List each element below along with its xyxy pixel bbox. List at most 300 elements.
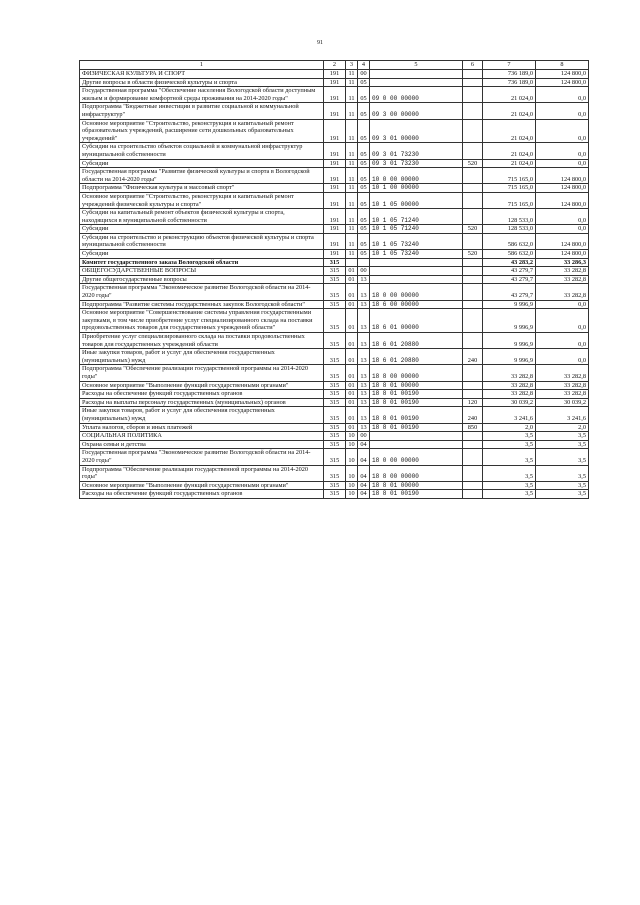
- row-subsection-code: 05: [358, 78, 370, 87]
- row-name: Субсидии: [80, 250, 324, 259]
- row-expense-type: [463, 309, 483, 333]
- row-amount-2017: 43 279,7: [483, 267, 536, 276]
- row-name: Иные закупки товаров, работ и услуг для обеспечения государственных (муниципальных) нужд: [80, 407, 324, 423]
- row-ministry-code: 315: [324, 381, 346, 390]
- row-section-code: [346, 258, 358, 267]
- row-amount-2018: 124 800,0: [536, 78, 589, 87]
- row-subsection-code: 05: [358, 209, 370, 225]
- row-subsection-code: 13: [358, 407, 370, 423]
- row-expense-type: [463, 119, 483, 143]
- row-amount-2018: 0,0: [536, 209, 589, 225]
- table-row: [80, 465, 589, 481]
- table-row: [80, 275, 589, 284]
- row-subsection-code: 05: [358, 233, 370, 249]
- row-expense-type: [463, 390, 483, 399]
- row-amount-2018: 124 800,0: [536, 184, 589, 193]
- row-amount-2018: 124 800,0: [536, 192, 589, 208]
- row-target-article: 10 1 05 73240: [370, 233, 463, 249]
- row-name: Государственная программа "Экономическое развитие Вологодской области на 2014-2020 годы": [80, 449, 324, 465]
- row-amount-2018: 0,0: [536, 349, 589, 365]
- row-amount-2017: 736 189,0: [483, 70, 536, 79]
- row-ministry-code: 315: [324, 440, 346, 449]
- row-ministry-code: 315: [324, 275, 346, 284]
- row-amount-2018: 124 800,0: [536, 168, 589, 184]
- row-amount-2017: 21 024,0: [483, 103, 536, 119]
- row-expense-type: [463, 300, 483, 309]
- row-expense-type: [463, 184, 483, 193]
- row-target-article: 18 8 01 00190: [370, 490, 463, 499]
- row-subsection-code: 05: [358, 87, 370, 103]
- row-amount-2018: 3,5: [536, 481, 589, 490]
- row-subsection-code: 05: [358, 184, 370, 193]
- row-ministry-code: 315: [324, 365, 346, 381]
- row-target-article: 09 3 01 00000: [370, 119, 463, 143]
- table-row: [80, 233, 589, 249]
- row-target-article: 10 1 05 71240: [370, 225, 463, 234]
- row-expense-type: 240: [463, 349, 483, 365]
- row-target-article: [370, 267, 463, 276]
- budget-table-body: [80, 61, 589, 499]
- row-expense-type: [463, 284, 483, 300]
- row-target-article: 09 3 00 00000: [370, 103, 463, 119]
- row-section-code: 10: [346, 465, 358, 481]
- column-header: 4: [358, 61, 370, 70]
- row-target-article: 10 1 00 00000: [370, 184, 463, 193]
- row-amount-2017: 715 165,0: [483, 168, 536, 184]
- row-target-article: 18 8 01 00000: [370, 481, 463, 490]
- row-amount-2018: 33 282,8: [536, 284, 589, 300]
- row-name: Государственная программа "Развитие физической культуры и спорта в Вологодской области на 2014-2020 годы": [80, 168, 324, 184]
- row-section-code: 01: [346, 300, 358, 309]
- row-target-article: 18 8 00 00000: [370, 365, 463, 381]
- row-name: Основное мероприятие "Выполнение функций государственными органами": [80, 381, 324, 390]
- row-target-article: 18 6 01 20880: [370, 349, 463, 365]
- row-ministry-code: 315: [324, 258, 346, 267]
- row-amount-2017: 33 282,8: [483, 365, 536, 381]
- row-subsection-code: 13: [358, 423, 370, 432]
- row-amount-2018: 3 241,6: [536, 407, 589, 423]
- row-amount-2017: 3,5: [483, 481, 536, 490]
- row-expense-type: [463, 490, 483, 499]
- row-subsection-code: 13: [358, 349, 370, 365]
- row-section-code: 11: [346, 168, 358, 184]
- row-amount-2017: 586 632,0: [483, 250, 536, 259]
- row-amount-2017: 9 996,9: [483, 300, 536, 309]
- row-target-article: 18 8 01 00190: [370, 398, 463, 407]
- table-row: [80, 432, 589, 441]
- row-expense-type: 120: [463, 398, 483, 407]
- row-amount-2018: 33 282,8: [536, 390, 589, 399]
- row-ministry-code: 315: [324, 423, 346, 432]
- row-section-code: 11: [346, 143, 358, 159]
- row-expense-type: [463, 333, 483, 349]
- row-target-article: 10 1 05 71240: [370, 209, 463, 225]
- budget-table: [79, 60, 589, 499]
- row-ministry-code: 191: [324, 87, 346, 103]
- row-amount-2017: 128 533,0: [483, 209, 536, 225]
- row-amount-2017: 21 024,0: [483, 119, 536, 143]
- row-section-code: 01: [346, 423, 358, 432]
- row-subsection-code: 00: [358, 267, 370, 276]
- table-row: [80, 390, 589, 399]
- row-amount-2018: 0,0: [536, 333, 589, 349]
- row-ministry-code: 191: [324, 250, 346, 259]
- row-ministry-code: 315: [324, 333, 346, 349]
- row-ministry-code: 315: [324, 490, 346, 499]
- row-ministry-code: 191: [324, 159, 346, 168]
- row-ministry-code: 191: [324, 233, 346, 249]
- table-row: [80, 267, 589, 276]
- row-name: Субсидии: [80, 159, 324, 168]
- table-row: [80, 481, 589, 490]
- table-row: [80, 103, 589, 119]
- row-expense-type: [463, 365, 483, 381]
- row-expense-type: [463, 209, 483, 225]
- row-name: Государственная программа "Обеспечение населения Вологодской области доступным жильем и формирование комфортной среды проживания на 2014-2020 годы": [80, 87, 324, 103]
- row-ministry-code: 315: [324, 481, 346, 490]
- row-amount-2017: 30 039,2: [483, 398, 536, 407]
- row-section-code: 10: [346, 490, 358, 499]
- row-amount-2018: 33 282,8: [536, 365, 589, 381]
- row-ministry-code: 191: [324, 103, 346, 119]
- row-ministry-code: 191: [324, 168, 346, 184]
- row-amount-2017: 33 282,8: [483, 381, 536, 390]
- row-target-article: 18 0 00 00000: [370, 284, 463, 300]
- row-name: Расходы на обеспечение функций государственных органов: [80, 390, 324, 399]
- row-expense-type: [463, 233, 483, 249]
- table-row: [80, 78, 589, 87]
- column-header: 7: [483, 61, 536, 70]
- row-target-article: 18 8 01 00190: [370, 407, 463, 423]
- row-subsection-code: 13: [358, 275, 370, 284]
- row-name: ФИЗИЧЕСКАЯ КУЛЬТУРА И СПОРТ: [80, 70, 324, 79]
- table-row: [80, 70, 589, 79]
- row-expense-type: [463, 143, 483, 159]
- row-name: Подпрограмма "Бюджетные инвестиции в развитие социальной и коммунальной инфраструктур": [80, 103, 324, 119]
- row-expense-type: [463, 78, 483, 87]
- row-amount-2018: 0,0: [536, 119, 589, 143]
- row-ministry-code: 191: [324, 70, 346, 79]
- row-expense-type: [463, 87, 483, 103]
- row-target-article: 18 8 01 00190: [370, 423, 463, 432]
- row-amount-2017: 43 279,7: [483, 284, 536, 300]
- row-amount-2018: 2,0: [536, 423, 589, 432]
- column-header: 2: [324, 61, 346, 70]
- row-amount-2018: 124 800,0: [536, 233, 589, 249]
- row-amount-2017: 21 024,0: [483, 159, 536, 168]
- table-row: [80, 87, 589, 103]
- row-amount-2018: 30 039,2: [536, 398, 589, 407]
- row-section-code: 10: [346, 449, 358, 465]
- row-section-code: 01: [346, 365, 358, 381]
- row-amount-2017: 128 533,0: [483, 225, 536, 234]
- row-target-article: 18 6 01 00000: [370, 309, 463, 333]
- row-amount-2018: 0,0: [536, 225, 589, 234]
- row-amount-2018: 0,0: [536, 87, 589, 103]
- row-expense-type: [463, 465, 483, 481]
- table-row: [80, 333, 589, 349]
- row-name: Государственная программа "Экономическое развитие Вологодской области на 2014-2020 годы": [80, 284, 324, 300]
- row-amount-2018: 33 286,3: [536, 258, 589, 267]
- table-row: [80, 398, 589, 407]
- row-subsection-code: 13: [358, 398, 370, 407]
- row-ministry-code: 315: [324, 449, 346, 465]
- row-amount-2018: 3,5: [536, 449, 589, 465]
- row-ministry-code: 191: [324, 184, 346, 193]
- row-section-code: 11: [346, 192, 358, 208]
- column-header: 8: [536, 61, 589, 70]
- row-expense-type: 850: [463, 423, 483, 432]
- row-section-code: 11: [346, 209, 358, 225]
- row-ministry-code: 315: [324, 267, 346, 276]
- row-subsection-code: 00: [358, 432, 370, 441]
- row-expense-type: [463, 168, 483, 184]
- row-section-code: 01: [346, 407, 358, 423]
- row-subsection-code: 13: [358, 390, 370, 399]
- row-ministry-code: 191: [324, 143, 346, 159]
- row-subsection-code: 04: [358, 440, 370, 449]
- row-section-code: 11: [346, 225, 358, 234]
- row-target-article: 18 8 00 00000: [370, 465, 463, 481]
- row-target-article: 18 0 00 00000: [370, 449, 463, 465]
- table-row: [80, 407, 589, 423]
- table-row: [80, 168, 589, 184]
- row-amount-2018: 0,0: [536, 300, 589, 309]
- table-row: [80, 225, 589, 234]
- row-name: Охрана семьи и детства: [80, 440, 324, 449]
- row-amount-2018: 0,0: [536, 309, 589, 333]
- row-subsection-code: 05: [358, 168, 370, 184]
- row-target-article: [370, 258, 463, 267]
- row-ministry-code: 191: [324, 225, 346, 234]
- row-subsection-code: 13: [358, 381, 370, 390]
- row-expense-type: [463, 70, 483, 79]
- row-name: Подпрограмма "Обеспечение реализации государственной программы на 2014-2020 годы": [80, 365, 324, 381]
- table-row: [80, 119, 589, 143]
- row-section-code: 01: [346, 398, 358, 407]
- row-amount-2017: 3 241,6: [483, 407, 536, 423]
- row-amount-2018: 0,0: [536, 103, 589, 119]
- row-section-code: 01: [346, 267, 358, 276]
- column-header: 1: [80, 61, 324, 70]
- table-row: [80, 250, 589, 259]
- row-ministry-code: 315: [324, 284, 346, 300]
- row-name: ОБЩЕГОСУДАРСТВЕННЫЕ ВОПРОСЫ: [80, 267, 324, 276]
- row-section-code: 11: [346, 233, 358, 249]
- row-name: Подпрограмма "Обеспечение реализации государственной программы на 2014-2020 годы": [80, 465, 324, 481]
- row-amount-2017: 2,0: [483, 423, 536, 432]
- table-row: [80, 192, 589, 208]
- row-amount-2018: 3,5: [536, 440, 589, 449]
- row-ministry-code: 191: [324, 209, 346, 225]
- table-row: [80, 365, 589, 381]
- row-target-article: [370, 70, 463, 79]
- row-amount-2018: 3,5: [536, 465, 589, 481]
- row-expense-type: 520: [463, 225, 483, 234]
- row-expense-type: [463, 432, 483, 441]
- row-section-code: 01: [346, 390, 358, 399]
- row-subsection-code: 13: [358, 284, 370, 300]
- row-name: Субсидии на капитальный ремонт объектов физической культуры и спорта, находящихся в муниципальной собственности: [80, 209, 324, 225]
- row-subsection-code: 05: [358, 103, 370, 119]
- row-name: Субсидии: [80, 225, 324, 234]
- row-name: Основное мероприятие "Выполнение функций государственными органами": [80, 481, 324, 490]
- row-amount-2017: 21 024,0: [483, 87, 536, 103]
- row-target-article: [370, 432, 463, 441]
- row-section-code: 11: [346, 103, 358, 119]
- row-name: Расходы на выплаты персоналу государственных (муниципальных) органов: [80, 398, 324, 407]
- row-subsection-code: 00: [358, 70, 370, 79]
- row-target-article: 09 0 00 00000: [370, 87, 463, 103]
- row-section-code: 11: [346, 119, 358, 143]
- row-ministry-code: 315: [324, 407, 346, 423]
- row-expense-type: 240: [463, 407, 483, 423]
- row-amount-2018: 0,0: [536, 143, 589, 159]
- row-name: СОЦИАЛЬНАЯ ПОЛИТИКА: [80, 432, 324, 441]
- row-amount-2017: 9 996,9: [483, 333, 536, 349]
- row-amount-2018: 3,5: [536, 432, 589, 441]
- row-subsection-code: 04: [358, 481, 370, 490]
- table-row: [80, 143, 589, 159]
- row-name: Уплата налогов, сборов и иных платежей: [80, 423, 324, 432]
- column-header: 5: [370, 61, 463, 70]
- row-section-code: 01: [346, 275, 358, 284]
- row-subsection-code: 05: [358, 250, 370, 259]
- row-section-code: 01: [346, 309, 358, 333]
- row-name: Субсидии на строительство объектов социальной и коммунальной инфраструктур муниципальной собственности: [80, 143, 324, 159]
- row-amount-2017: 3,5: [483, 440, 536, 449]
- row-subsection-code: [358, 258, 370, 267]
- row-amount-2017: 736 189,0: [483, 78, 536, 87]
- row-amount-2018: 33 282,8: [536, 381, 589, 390]
- row-amount-2017: 586 632,0: [483, 233, 536, 249]
- row-section-code: 01: [346, 381, 358, 390]
- row-ministry-code: 315: [324, 398, 346, 407]
- row-name: Подпрограмма "Физическая культура и массовый спорт": [80, 184, 324, 193]
- row-expense-type: [463, 481, 483, 490]
- row-section-code: 01: [346, 333, 358, 349]
- row-section-code: 11: [346, 70, 358, 79]
- row-subsection-code: 05: [358, 159, 370, 168]
- row-amount-2018: 33 282,8: [536, 267, 589, 276]
- row-amount-2017: 3,5: [483, 490, 536, 499]
- row-target-article: [370, 78, 463, 87]
- row-amount-2017: 21 024,0: [483, 143, 536, 159]
- row-expense-type: [463, 449, 483, 465]
- row-target-article: 09 3 01 73230: [370, 143, 463, 159]
- table-header-row: [80, 61, 589, 70]
- row-subsection-code: 13: [358, 333, 370, 349]
- row-ministry-code: 315: [324, 432, 346, 441]
- table-row: [80, 209, 589, 225]
- row-target-article: 18 6 01 20880: [370, 333, 463, 349]
- row-subsection-code: 05: [358, 192, 370, 208]
- row-expense-type: [463, 267, 483, 276]
- row-amount-2017: 33 282,8: [483, 390, 536, 399]
- row-amount-2017: 3,5: [483, 449, 536, 465]
- table-row: [80, 381, 589, 390]
- row-amount-2018: 3,5: [536, 490, 589, 499]
- table-row: [80, 490, 589, 499]
- row-target-article: 18 8 01 00190: [370, 390, 463, 399]
- row-target-article: 18 6 00 00000: [370, 300, 463, 309]
- row-name: Подпрограмма "Развитие системы государственных закупок Вологодской области": [80, 300, 324, 309]
- row-section-code: 10: [346, 432, 358, 441]
- table-row: [80, 449, 589, 465]
- row-subsection-code: 04: [358, 465, 370, 481]
- row-section-code: 10: [346, 481, 358, 490]
- row-expense-type: 520: [463, 250, 483, 259]
- row-target-article: 10 1 05 73240: [370, 250, 463, 259]
- row-expense-type: [463, 381, 483, 390]
- row-amount-2017: 9 996,9: [483, 349, 536, 365]
- row-ministry-code: 315: [324, 465, 346, 481]
- column-header: 6: [463, 61, 483, 70]
- row-target-article: 10 1 05 00000: [370, 192, 463, 208]
- row-target-article: 10 0 00 00000: [370, 168, 463, 184]
- row-expense-type: [463, 192, 483, 208]
- row-expense-type: [463, 258, 483, 267]
- row-section-code: 10: [346, 440, 358, 449]
- row-amount-2017: 715 165,0: [483, 184, 536, 193]
- row-section-code: 11: [346, 78, 358, 87]
- row-amount-2017: 9 996,9: [483, 309, 536, 333]
- table-row: [80, 440, 589, 449]
- row-section-code: 01: [346, 349, 358, 365]
- row-ministry-code: 191: [324, 192, 346, 208]
- row-name: Субсидии на строительство и реконструкцию объектов физической культуры и спорта муниципальной собственности: [80, 233, 324, 249]
- table-row: [80, 184, 589, 193]
- row-ministry-code: 191: [324, 78, 346, 87]
- row-name: Комитет государственного заказа Вологодской области: [80, 258, 324, 267]
- row-ministry-code: 315: [324, 300, 346, 309]
- row-subsection-code: 05: [358, 225, 370, 234]
- row-ministry-code: 191: [324, 119, 346, 143]
- row-amount-2017: 3,5: [483, 465, 536, 481]
- row-name: Расходы на обеспечение функций государственных органов: [80, 490, 324, 499]
- row-section-code: 11: [346, 159, 358, 168]
- row-target-article: 18 8 01 00000: [370, 381, 463, 390]
- row-ministry-code: 315: [324, 349, 346, 365]
- row-ministry-code: 315: [324, 390, 346, 399]
- row-name: Другие вопросы в области физической культуры и спорта: [80, 78, 324, 87]
- row-expense-type: 520: [463, 159, 483, 168]
- row-subsection-code: 04: [358, 490, 370, 499]
- row-subsection-code: 05: [358, 119, 370, 143]
- row-subsection-code: 13: [358, 309, 370, 333]
- row-target-article: 09 3 01 73230: [370, 159, 463, 168]
- row-subsection-code: 05: [358, 143, 370, 159]
- table-row: [80, 159, 589, 168]
- row-amount-2017: 3,5: [483, 432, 536, 441]
- row-name: Основное мероприятие "Строительство, реконструкция и капитальный ремонт образовательных учреждений, расширение сети дошкольных образовательных учреждений": [80, 119, 324, 143]
- row-subsection-code: 04: [358, 449, 370, 465]
- row-amount-2018: 0,0: [536, 159, 589, 168]
- table-row: [80, 423, 589, 432]
- table-row: [80, 309, 589, 333]
- row-expense-type: [463, 275, 483, 284]
- row-amount-2017: 43 283,2: [483, 258, 536, 267]
- page-number: 91: [317, 40, 323, 46]
- row-amount-2018: 124 800,0: [536, 70, 589, 79]
- row-name: Приобретение услуг специализированного склада на поставки продовольственных товаров для государственных учреждений области: [80, 333, 324, 349]
- row-section-code: 11: [346, 250, 358, 259]
- row-section-code: 11: [346, 184, 358, 193]
- row-target-article: [370, 440, 463, 449]
- table-row: [80, 349, 589, 365]
- row-expense-type: [463, 440, 483, 449]
- row-subsection-code: 13: [358, 365, 370, 381]
